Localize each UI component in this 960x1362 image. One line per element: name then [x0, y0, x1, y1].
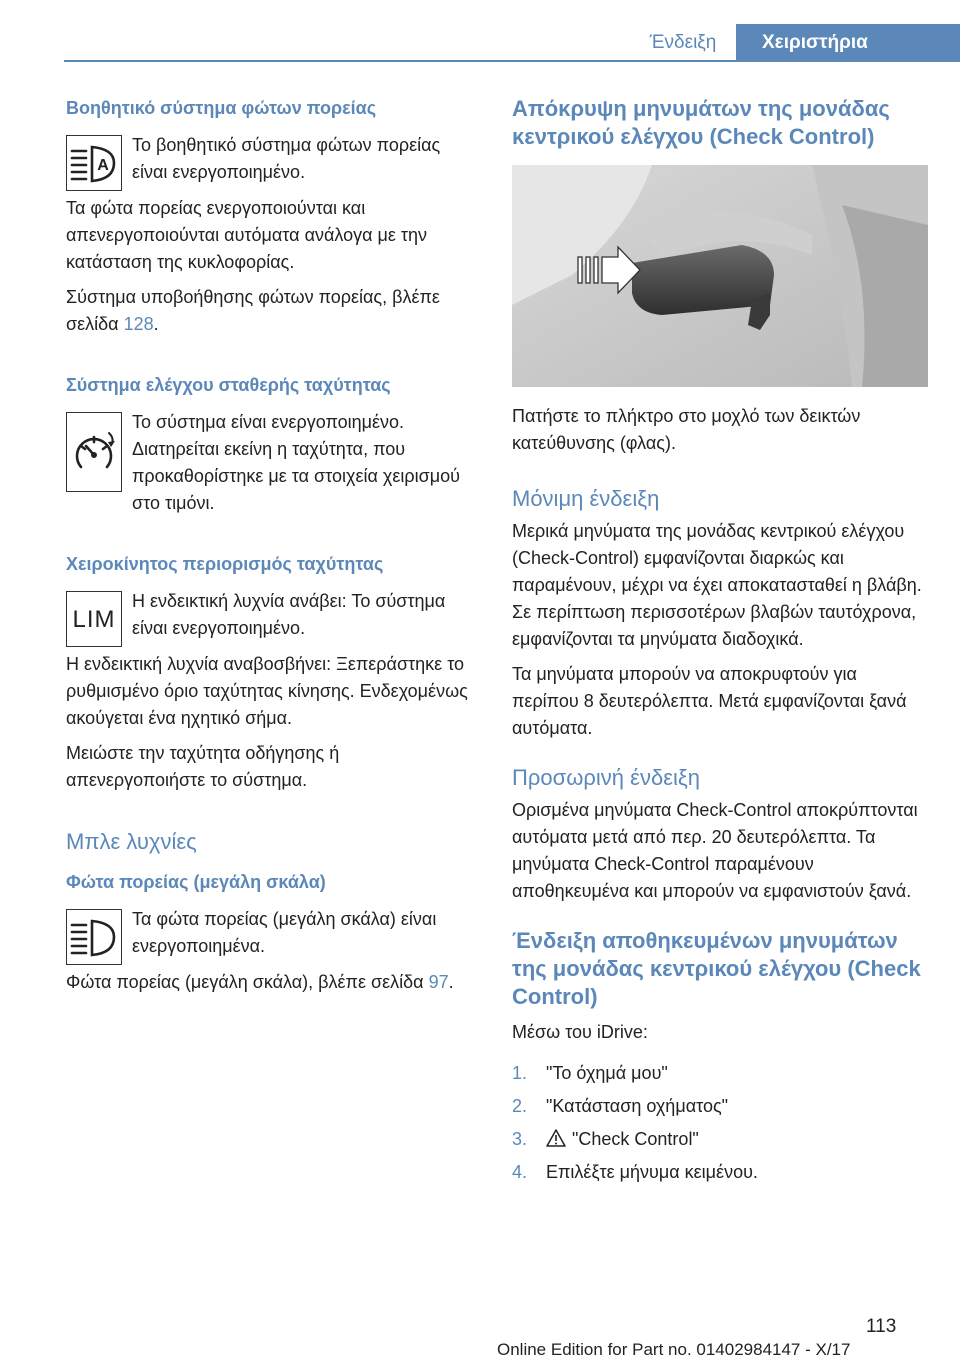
ref-text: Σύστημα υποβοήθησης φώτων πορείας, βλέπε σελίδα — [66, 287, 440, 334]
left-column — [66, 95, 478, 1004]
cruise-control-text: Το σύστημα είναι ενεργοποιημένο. Διατηρείται εκείνη η ταχύτητα, που προκαθορίστηκε με τα στοιχεία χειρισμού στο τιμόνι. — [132, 412, 460, 513]
header-rule — [64, 60, 960, 62]
ref-dot: . — [153, 314, 159, 334]
step-text: "Κατάσταση οχήματος" — [546, 1096, 729, 1116]
heading-speed-limiter: Χειροκίνητος περιορισμός ταχύτητας — [66, 554, 384, 574]
high-beam-ref — [66, 969, 478, 996]
right-column — [512, 95, 928, 1192]
high-beam-assist-ref — [66, 284, 478, 338]
permanent-display-text1: Μερικά μηνύματα της μονάδας κεντρικού ελέγχου (Check-Control) εμφανίζονται διαρκώς και παραμένουν, μέχρι να έχει αποκατασταθεί η βλάβη. Σε περίπτωση περισσοτέρων βλαβών ταυτόχρονα, εμφανίζονται τα μηνύματα διαδοχικά. — [512, 521, 922, 649]
heading-high-beam-assist: Βοηθητικό σύστημα φώτων πορείας — [66, 98, 377, 118]
page-number: 113 — [866, 1316, 897, 1337]
heading-high-beam: Φώτα πορείας (μεγάλη σκάλα) — [66, 872, 326, 892]
permanent-display-text2: Τα μηνύματα μπορούν να αποκρυφτούν για περίπου 8 δευτερόλεπτα. Μετά εμφανίζονται ξανά αυτόματα. — [512, 664, 907, 738]
step-text: "Check Control" — [572, 1129, 699, 1149]
high-beam-assist-block — [66, 132, 478, 195]
high-beam-assist-icon — [66, 135, 122, 191]
high-beam-block — [66, 906, 478, 969]
ref-text: Φώτα πορείας (μεγάλη σκάλα), βλέπε σελίδα — [66, 972, 429, 992]
list-item — [512, 1126, 928, 1153]
header-tab-controls: Χειριστήρια — [736, 24, 960, 62]
idrive-steps-list — [512, 1060, 928, 1186]
footer-edition: Online Edition for Part no. 01402984147 - X/17 — [497, 1340, 851, 1359]
speed-limiter-text2: Η ενδεικτική λυχνία αναβοσβήνει: Ξεπεράστηκε το ρυθμισμένο όριο ταχύτητας κίνησης. Ενδεχομένως ακούγεται ένα ηχητικό σήμα. — [66, 654, 468, 728]
heading-blue-lights: Μπλε λυχνίες — [66, 829, 197, 854]
page-link-97[interactable]: 97 — [428, 972, 449, 992]
lim-label: LIM — [72, 605, 116, 633]
warning-triangle-icon — [546, 1129, 566, 1147]
step-text: Επιλέξτε μήνυμα κειμένου. — [546, 1162, 758, 1182]
speed-limiter-text3: Μειώστε την ταχύτητα οδήγησης ή απενεργοποιήστε το σύστημα. — [66, 743, 340, 790]
speed-limiter-lim-icon — [66, 591, 122, 647]
ref-dot: . — [448, 972, 454, 992]
svg-text:A: A — [97, 157, 109, 174]
high-beam-assist-text1: Το βοηθητικό σύστημα φώτων πορείας είναι ενεργοποιημένο. — [132, 135, 441, 182]
high-beam-assist-text2: Τα φώτα πορείας ενεργοποιούνται και απενεργοποιούνται αυτόματα ανάλογα με την κατάσταση της κυκλοφορίας. — [66, 198, 428, 272]
stored-messages-intro: Μέσω του iDrive: — [512, 1022, 648, 1042]
list-item — [512, 1093, 928, 1120]
cruise-control-icon — [66, 412, 122, 492]
step-number: 1. — [512, 1063, 528, 1083]
header-tab-display: Ένδειξη — [649, 32, 717, 53]
hide-check-control-text: Πατήστε το πλήκτρο στο μοχλό των δεικτών κατεύθυνσης (φλας). — [512, 406, 861, 453]
list-item — [512, 1159, 928, 1186]
list-item — [512, 1060, 928, 1087]
temporary-display-text: Ορισμένα μηνύματα Check-Control αποκρύπτονται αυτόματα μετά από περ. 20 δευτερόλεπτα. Τα μηνύματα Check-Control παραμένουν αποθηκευμένα και μπορούν να εμφανιστούν ξανά. — [512, 800, 918, 901]
speed-limiter-text1: Η ενδεικτική λυχνία ανάβει: Το σύστημα είναι ενεργοποιημένο. — [132, 591, 446, 638]
step-number: 3. — [512, 1129, 528, 1149]
step-text: "Το όχημά μου" — [546, 1063, 668, 1083]
heading-cruise-control: Σύστημα ελέγχου σταθερής ταχύτητας — [66, 375, 391, 395]
page-link-128[interactable]: 128 — [123, 314, 154, 334]
heading-hide-check-control: Απόκρυψη μηνυμάτων της μονάδας κεντρικού ελέγχου (Check Control) — [512, 96, 890, 149]
high-beam-text1: Τα φώτα πορείας (μεγάλη σκάλα) είναι ενεργοποιημένα. — [132, 909, 437, 956]
turn-signal-lever-photo — [512, 165, 928, 387]
heading-temporary-display: Προσωρινή ένδειξη — [512, 765, 700, 790]
heading-permanent-display: Μόνιμη ένδειξη — [512, 486, 660, 511]
step-number: 4. — [512, 1162, 528, 1182]
speed-limiter-block — [66, 588, 478, 651]
heading-stored-messages: Ένδειξη αποθηκευμένων μηνυμάτων της μονάδας κεντρικού ελέγχου (Check Control) — [512, 928, 921, 1009]
high-beam-icon — [66, 909, 122, 965]
step-number: 2. — [512, 1096, 528, 1116]
cruise-control-block — [66, 409, 478, 525]
